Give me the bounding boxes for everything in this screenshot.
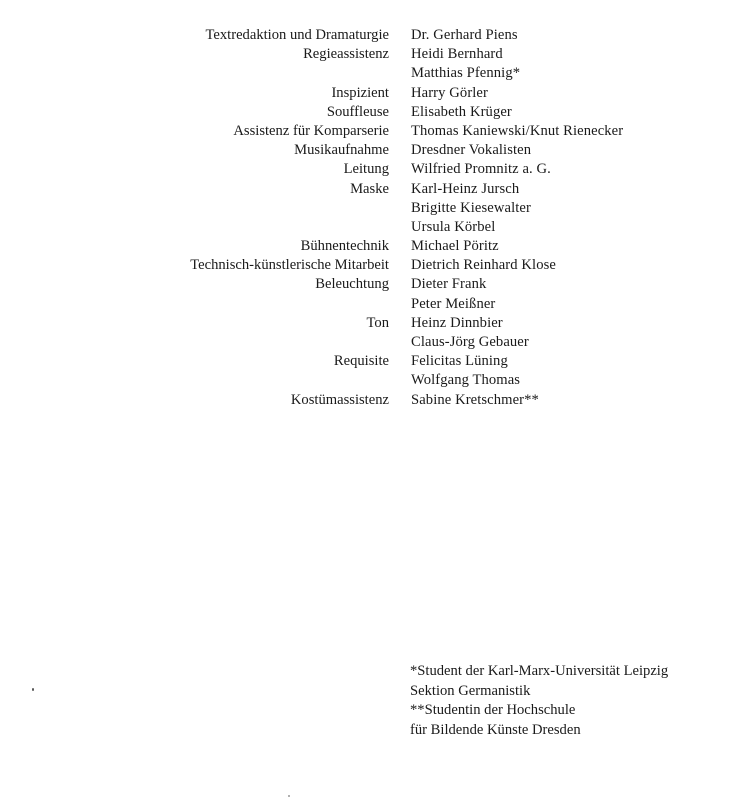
credit-role: Musikaufnahme [294,142,389,159]
credit-role: Technisch-künstlerische Mitarbeit [190,257,389,274]
scan-speck [32,688,34,691]
credit-row [0,160,753,179]
credit-row [0,180,753,199]
footnote-line: Sektion Germanistik [410,682,531,699]
credit-name: Heidi Bernhard [411,46,503,63]
credit-row [0,45,753,64]
credit-row [0,275,753,294]
credit-name: Peter Meißner [411,295,496,312]
credit-name: Matthias Pfennig* [411,65,521,82]
credit-role: Assistenz für Komparserie [233,122,389,139]
credit-row [0,333,753,352]
credit-name: Dr. Gerhard Piens [411,27,518,43]
credit-role: Ton [366,314,389,331]
credit-row [0,391,753,410]
credit-role: Inspizient [331,84,389,101]
credit-role: Bühnentechnik [300,238,389,255]
credit-row [0,84,753,103]
credit-role: Maske [350,180,389,197]
credit-row [0,371,753,390]
credit-name: Sabine Kretschmer** [411,391,539,408]
credit-name: Dietrich Reinhard Klose [411,257,556,274]
credit-name: Karl-Heinz Jursch [411,180,520,197]
footnotes [410,662,668,740]
credit-name: Claus-Jörg Gebauer [411,334,529,350]
credit-row [0,314,753,333]
credit-row [0,199,753,218]
credit-row [0,141,753,160]
credit-row [0,295,753,314]
credit-name: Thomas Kaniewski/Knut Rienecker [411,122,624,139]
footnote-line: **Studentin der Hochschule [410,702,576,718]
credit-name: Harry Görler [411,84,488,101]
credit-row [0,352,753,371]
credit-name: Dresdner Vokalisten [411,142,532,159]
credit-name: Dieter Frank [411,276,487,293]
credit-row [0,122,753,141]
credit-name: Wolfgang Thomas [411,372,521,389]
footnote-line: *Student der Karl-Marx-Universität Leipzig [410,663,669,679]
scan-speck [288,795,290,797]
credit-name: Heinz Dinnbier [411,314,503,331]
credit-row [0,237,753,256]
credit-row [0,26,753,45]
credit-name: Elisabeth Krüger [411,103,512,120]
credit-role: Regieassistenz [303,46,389,63]
credit-row [0,218,753,237]
credit-role: Souffleuse [326,103,389,120]
credit-name: Ursula Körbel [411,218,496,235]
credit-role: Requisite [333,353,389,370]
credit-row [0,64,753,83]
credit-role: Leitung [343,161,389,178]
credit-row [0,256,753,275]
footnote-line: für Bildende Künste Dresden [410,721,581,738]
credit-role: Beleuchtung [315,276,389,293]
credit-row [0,103,753,122]
credit-name: Brigitte Kiesewalter [411,199,531,216]
credits-list [0,26,753,410]
credit-name: Felicitas Lüning [411,353,508,370]
credit-role: Kostümassistenz [290,391,389,408]
credit-role: Textredaktion und Dramaturgie [205,27,389,43]
credit-name: Michael Pöritz [411,238,499,255]
credit-name: Wilfried Promnitz a. G. [411,161,551,178]
